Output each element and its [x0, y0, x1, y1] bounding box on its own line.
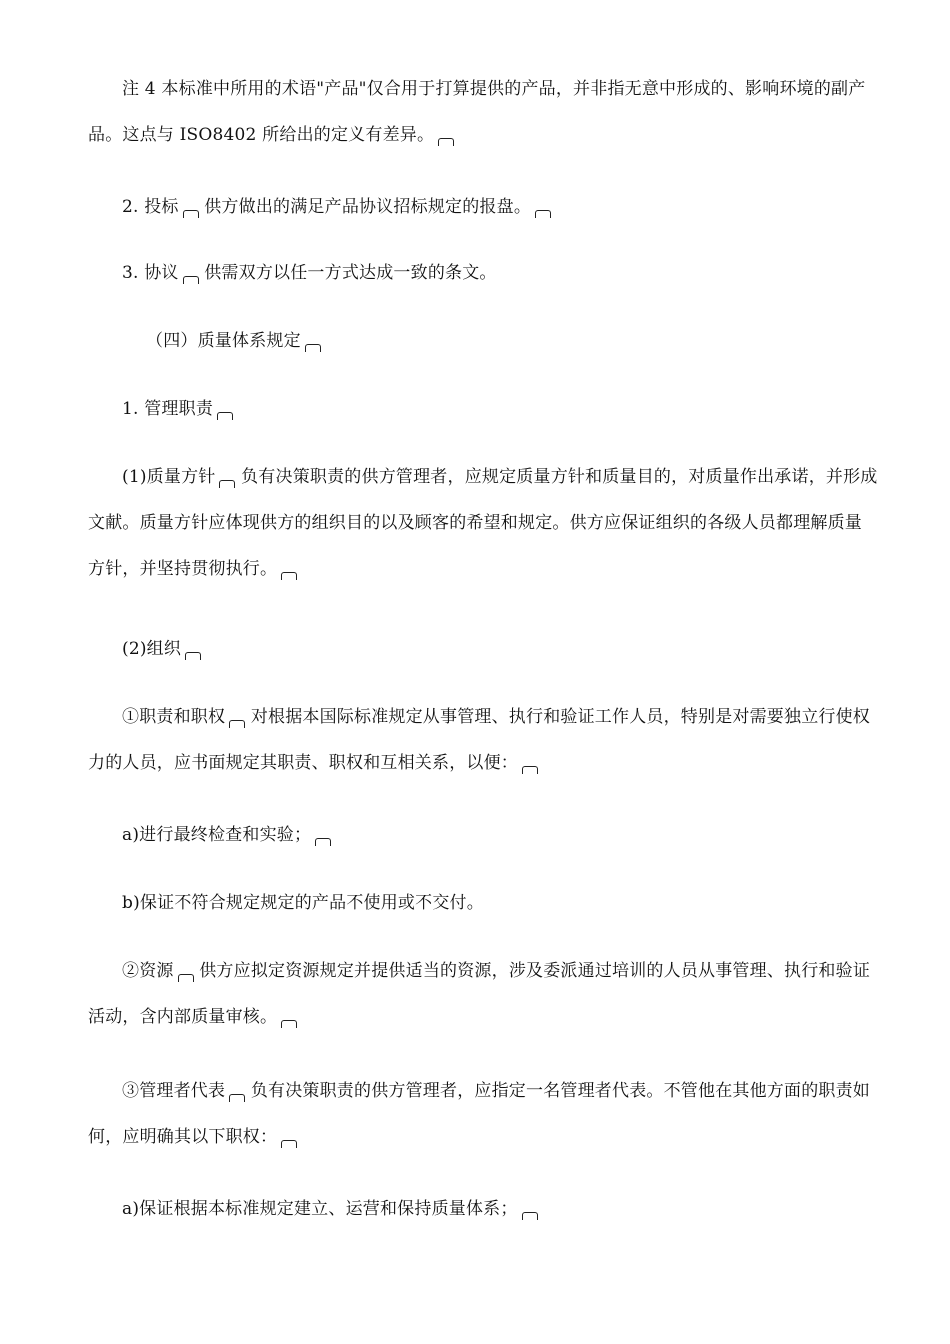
paragraph-bid [88, 184, 878, 230]
paragraph-heading: (1)质量方针 [122, 467, 216, 487]
paragraph-text: 负有决策职责的供方管理者，应规定质量方针和质量目的，对质量作出承诺，并形成文献。质量方针应体现供方的组织目的以及顾客的希望和规定。供方应保证组织的各级人员都理解质量方针，并坚持贯彻执行。 [88, 467, 878, 579]
paragraph-mark-icon [438, 138, 454, 146]
paragraph-mark-icon [535, 210, 551, 218]
paragraph-agreement [88, 250, 878, 296]
section-heading: （四）质量体系规定 [146, 331, 301, 351]
paragraph-text: 注 4 本标准中所用的术语"产品"仅合用于打算提供的产品，并非指无意中形成的、影响环境的副产品。这点与 ISO8402 所给出的定义有差异。 [88, 79, 866, 145]
paragraph-mark-icon [522, 766, 538, 774]
paragraph-mark-icon [217, 412, 233, 420]
paragraph-text: 供方做出的满足产品协议招标规定的报盘。 [204, 197, 532, 217]
list-item-a-quality-system [88, 1186, 878, 1232]
paragraph-heading: ①职责和职权 [122, 707, 226, 727]
paragraph-heading: ③管理者代表 [122, 1081, 226, 1101]
paragraph-quality-policy [88, 454, 878, 592]
list-item-text: b)保证不符合规定规定的产品不使用或不交付。 [122, 893, 484, 913]
section-heading-quality-system [88, 318, 878, 364]
paragraph-heading: 1. 管理职责 [122, 399, 214, 419]
paragraph-mark-icon [183, 276, 199, 284]
paragraph-mark-icon [178, 974, 194, 982]
list-item-text: a)进行最终检查和实验； [122, 825, 312, 845]
paragraph-mark-icon [315, 838, 331, 846]
paragraph-mark-icon [281, 1140, 297, 1148]
paragraph-text: 供方应拟定资源规定并提供适当的资源，涉及委派通过培训的人员从事管理、执行和验证活动，含内部质量审核。 [88, 961, 871, 1027]
paragraph-mark-icon [219, 480, 235, 488]
paragraph-text: 负有决策职责的供方管理者，应指定一名管理者代表。不管他在其他方面的职责如何，应明确其以下职权： [88, 1081, 871, 1147]
list-item-text: a)保证根据本标准规定建立、运营和保持质量体系； [122, 1199, 518, 1219]
paragraph-heading: (2)组织 [122, 639, 182, 659]
paragraph-mark-icon [281, 572, 297, 580]
paragraph-heading: 2. 投标 [122, 197, 179, 217]
paragraph-management-representative [88, 1068, 878, 1160]
paragraph-text: 对根据本国际标准规定从事管理、执行和验证工作人员，特别是对需要独立行使权力的人员，应书面规定其职责、职权和互相关系，以便： [88, 707, 871, 773]
paragraph-management-responsibility [88, 386, 878, 432]
paragraph-mark-icon [185, 652, 201, 660]
list-item-a-final-inspection [88, 812, 878, 858]
paragraph-organization [88, 626, 878, 672]
paragraph-note-4 [88, 66, 878, 158]
paragraph-text: 供需双方以任一方式达成一致的条文。 [204, 263, 497, 283]
paragraph-mark-icon [522, 1212, 538, 1220]
list-item-b-nonconforming [88, 880, 878, 926]
paragraph-mark-icon [305, 344, 321, 352]
paragraph-mark-icon [229, 720, 245, 728]
paragraph-mark-icon [281, 1020, 297, 1028]
paragraph-mark-icon [183, 210, 199, 218]
paragraph-resources [88, 948, 878, 1040]
paragraph-heading: ②资源 [122, 961, 174, 981]
paragraph-mark-icon [229, 1094, 245, 1102]
paragraph-heading: 3. 协议 [122, 263, 179, 283]
paragraph-responsibility-authority [88, 694, 878, 786]
